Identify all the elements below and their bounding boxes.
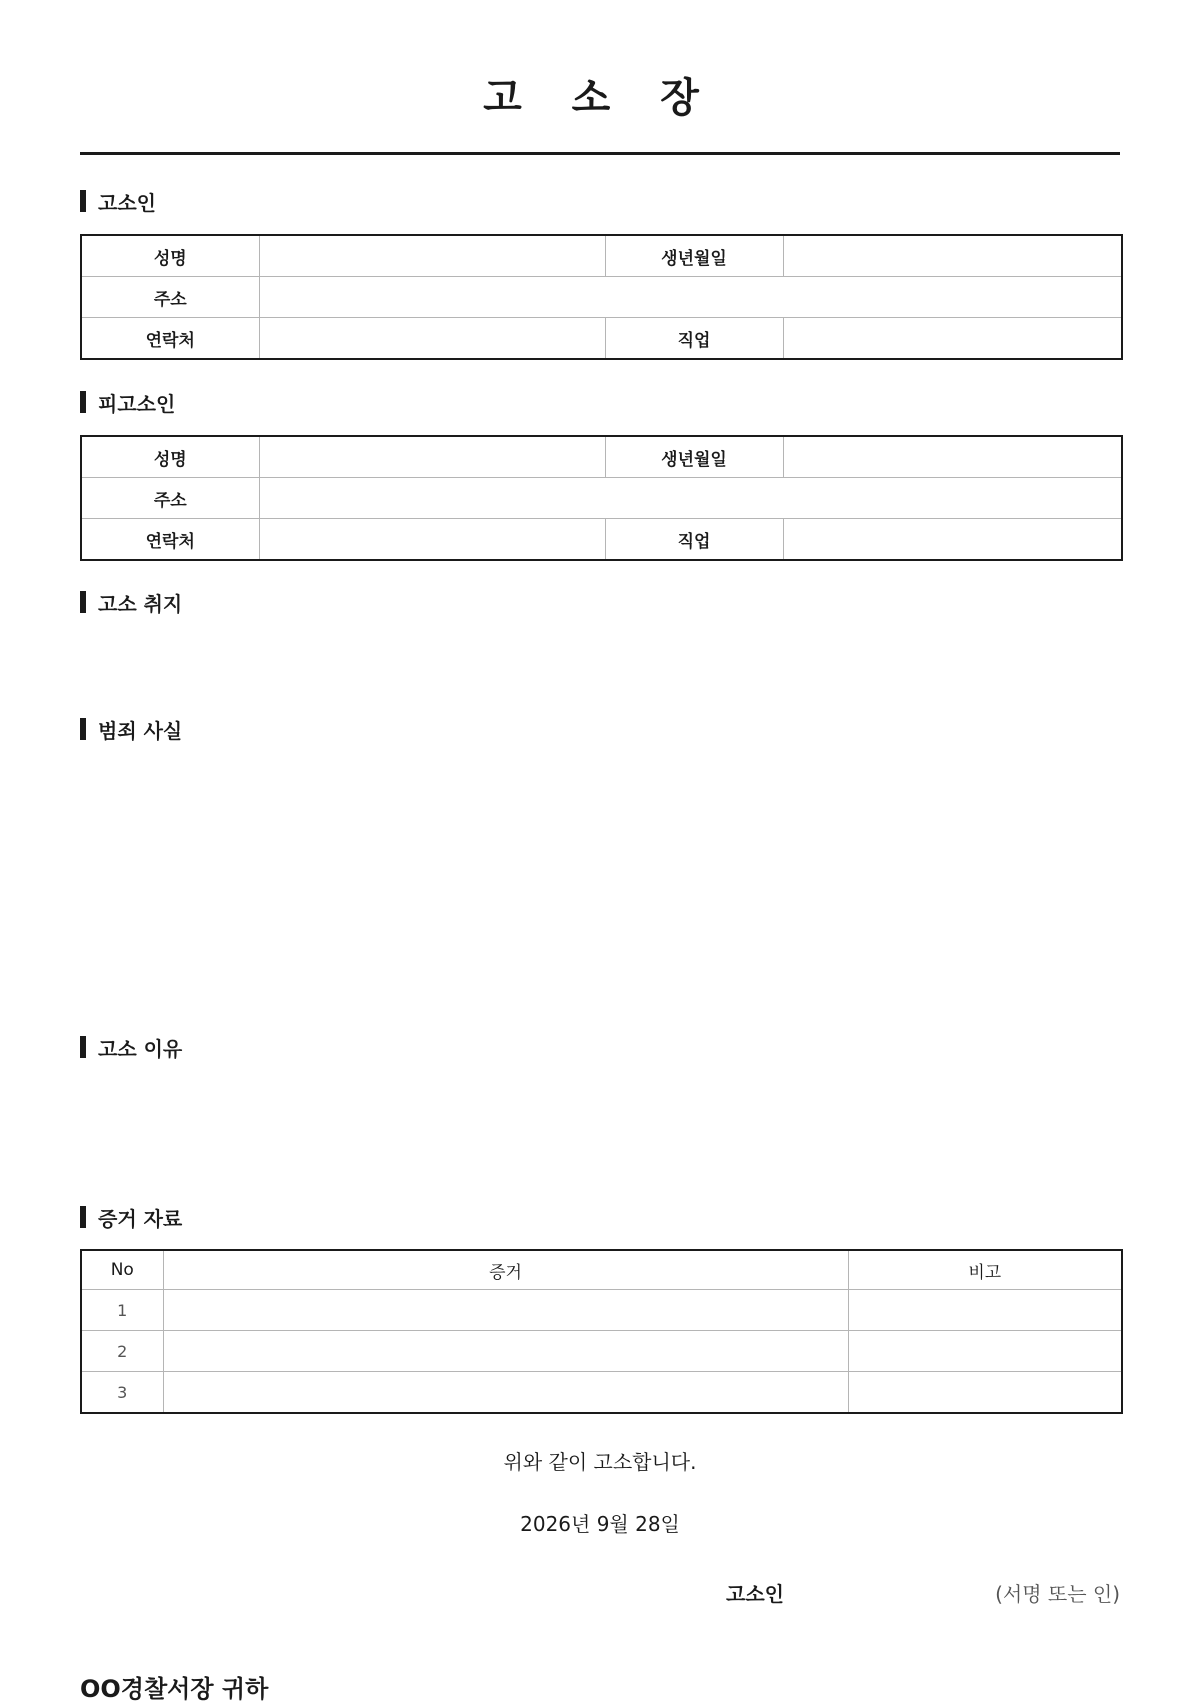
section-heading-facts	[80, 717, 182, 741]
section-title: 고소 이유	[98, 1036, 183, 1061]
accused-name-field[interactable]	[259, 436, 605, 478]
birth-label: 생년월일	[605, 235, 783, 277]
heading-bar-icon	[80, 718, 86, 740]
section-heading-evidence	[80, 1205, 182, 1229]
section-title: 증거 자료	[98, 1206, 183, 1231]
document-title: 고 소 장	[483, 75, 717, 121]
table-row	[81, 478, 1122, 519]
evidence-field[interactable]	[163, 1372, 848, 1414]
contact-label: 연락처	[81, 318, 259, 360]
table-row	[81, 277, 1122, 318]
section-heading-accused	[80, 390, 175, 414]
note-field[interactable]	[848, 1290, 1122, 1331]
evidence-field[interactable]	[163, 1290, 848, 1331]
name-label: 성명	[81, 436, 259, 478]
table-header-row	[81, 1250, 1122, 1290]
accused-birth-field[interactable]	[783, 436, 1122, 478]
section-heading-reason	[80, 1035, 182, 1059]
contact-label: 연락처	[81, 519, 259, 561]
row-number: 2	[81, 1331, 163, 1372]
heading-bar-icon	[80, 391, 86, 413]
table-row	[81, 1331, 1122, 1372]
section-title: 피고소인	[98, 391, 176, 416]
accused-contact-field[interactable]	[259, 519, 605, 561]
complainant-name-field[interactable]	[259, 235, 605, 277]
table-row	[81, 318, 1122, 360]
section-heading-complainant	[80, 189, 156, 213]
address-label: 주소	[81, 478, 259, 519]
filing-date: 2026년 9월 28일	[520, 1512, 680, 1536]
heading-bar-icon	[80, 1206, 86, 1228]
column-header-evidence: 증거	[163, 1250, 848, 1290]
job-label: 직업	[605, 318, 783, 360]
title-divider	[80, 152, 1120, 155]
signature-note: (서명 또는 인)	[995, 1582, 1120, 1606]
evidence-field[interactable]	[163, 1331, 848, 1372]
section-title: 범죄 사실	[98, 718, 183, 743]
section-heading-purpose	[80, 590, 182, 614]
heading-bar-icon	[80, 1036, 86, 1058]
table-row	[81, 1372, 1122, 1414]
closing-statement: 위와 같이 고소합니다.	[503, 1450, 697, 1474]
table-row	[81, 235, 1122, 277]
note-field[interactable]	[848, 1331, 1122, 1372]
row-number: 3	[81, 1372, 163, 1414]
complainant-contact-field[interactable]	[259, 318, 605, 360]
accused-table	[80, 435, 1123, 561]
name-label: 성명	[81, 235, 259, 277]
table-row	[81, 1290, 1122, 1331]
job-label: 직업	[605, 519, 783, 561]
accused-address-field[interactable]	[259, 478, 1122, 519]
evidence-table	[80, 1249, 1123, 1414]
birth-label: 생년월일	[605, 436, 783, 478]
heading-bar-icon	[80, 591, 86, 613]
table-row	[81, 519, 1122, 561]
complainant-table	[80, 234, 1123, 360]
complainant-job-field[interactable]	[783, 318, 1122, 360]
row-number: 1	[81, 1290, 163, 1331]
table-row	[81, 436, 1122, 478]
note-field[interactable]	[848, 1372, 1122, 1414]
signer-label: 고소인	[726, 1582, 784, 1606]
complainant-address-field[interactable]	[259, 277, 1122, 318]
address-label: 주소	[81, 277, 259, 318]
heading-bar-icon	[80, 190, 86, 212]
section-title: 고소 취지	[98, 591, 183, 616]
section-title: 고소인	[98, 190, 156, 215]
addressee: OO경찰서장 귀하	[80, 1675, 269, 1703]
column-header-note: 비고	[848, 1250, 1122, 1290]
column-header-no: No	[81, 1250, 163, 1290]
accused-job-field[interactable]	[783, 519, 1122, 561]
complainant-birth-field[interactable]	[783, 235, 1122, 277]
